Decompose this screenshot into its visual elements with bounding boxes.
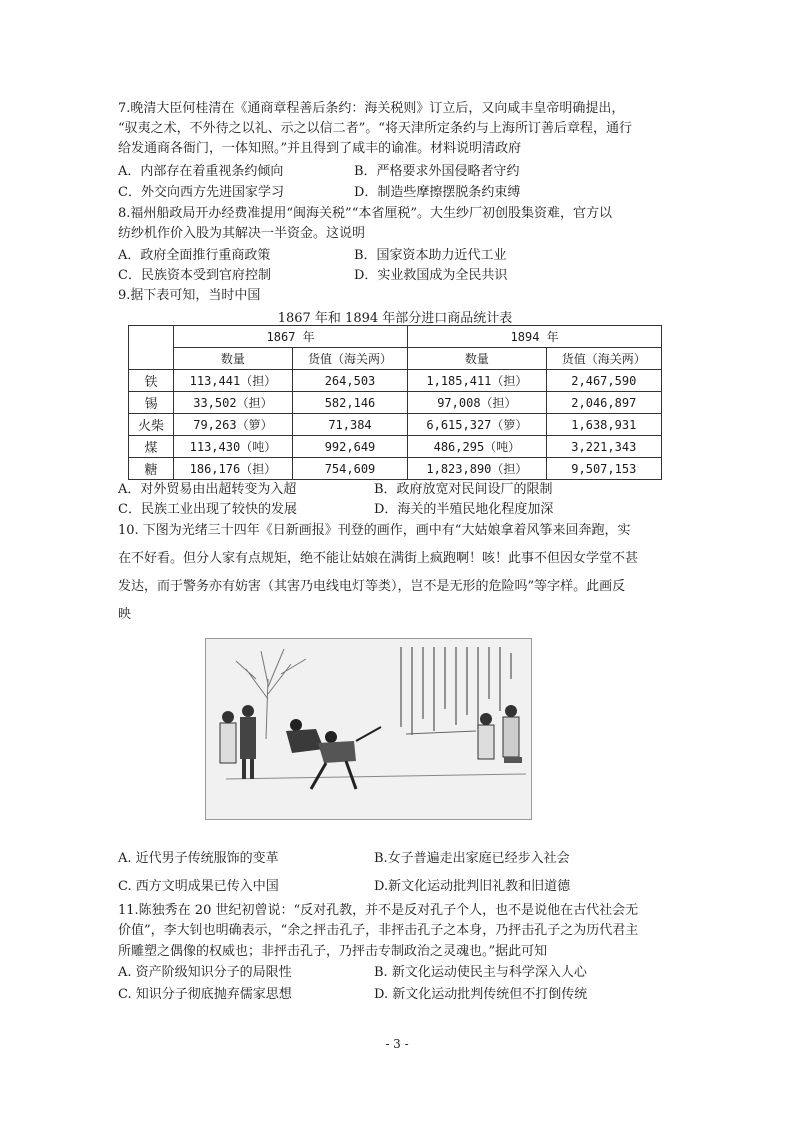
q8-option-d: D．实业救国成为全民共识 xyxy=(354,268,508,283)
q11-line-1: 11.陈独秀在 20 世纪初曾说：“反对孔教，并不是反对孔子个人，也不是说他在古代社会无 xyxy=(118,903,639,918)
q11-option-b: B. 新文化运动使民主与科学深入人心 xyxy=(374,965,587,980)
page-number: - 3 - xyxy=(385,1037,409,1051)
q10-option-a: A. 近代男子传统服饰的变革 xyxy=(118,851,279,866)
table-cell: 113,430（吨） xyxy=(174,436,293,458)
table-cell: 2,467,590 xyxy=(546,370,661,392)
table-cell: 97,008（担） xyxy=(408,392,546,414)
q10-line-2: 在不好看。但分人家有点规矩，绝不能让姑娘在满街上疯跑啊！咳！此事不但因女学堂不甚 xyxy=(118,551,639,566)
table-cell: 992,649 xyxy=(292,436,407,458)
table-cell: 6,615,327（箩） xyxy=(408,414,546,436)
q11-option-c: C. 知识分子彻底抛弃儒家思想 xyxy=(118,987,292,1002)
table-corner-cell xyxy=(129,326,174,370)
table-header-val-a: 货值（海关两） xyxy=(292,348,407,370)
q9-option-a: A．对外贸易由出超转变为入超 xyxy=(118,482,297,497)
q9-option-c: C．民族工业出现了较快的发展 xyxy=(118,502,297,517)
q7-option-c: C．外交向西方先进国家学习 xyxy=(118,185,284,200)
q8-option-b: B．国家资本助力近代工业 xyxy=(354,248,507,263)
q10-line-4: 映 xyxy=(118,607,132,622)
table-row-item: 糖 xyxy=(129,458,174,480)
table-header-years xyxy=(129,326,662,348)
q9-option-b: B．政府放宽对民间设厂的限制 xyxy=(374,482,553,497)
table-cell: 2,046,897 xyxy=(546,392,661,414)
table-row-item: 锡 xyxy=(129,392,174,414)
q10-option-b: B.女子普遍走出家庭已经步入社会 xyxy=(374,851,570,866)
table-cell: 186,176（担） xyxy=(174,458,293,480)
table-cell: 1,185,411（担） xyxy=(408,370,546,392)
table-row xyxy=(129,370,662,392)
q8-option-c: C．民族资本受到官府控制 xyxy=(118,268,271,283)
q9-table-title: 1867 年和 1894 年部分进口商品统计表 xyxy=(277,311,513,326)
q8-line-1: 8.福州船政局开办经费准提用“闽海关税”“本省厘税”。大生纱厂初创股集资难，官方以 xyxy=(118,206,612,221)
q8-option-a: A．政府全面推行重商政策 xyxy=(118,248,271,263)
table-cell: 113,441（担） xyxy=(174,370,293,392)
q7-option-b: B．严格要求外国侵略者守约 xyxy=(354,164,520,179)
table-header-qty-a: 数量 xyxy=(174,348,293,370)
table-row xyxy=(129,414,662,436)
q10-option-c: C. 西方文明成果已传入中国 xyxy=(118,879,279,894)
table-cell: 71,384 xyxy=(292,414,407,436)
table-cell: 1,823,890（担） xyxy=(408,458,546,480)
q10-option-d: D.新文化运动批判旧礼教和旧道德 xyxy=(374,879,571,894)
q11-line-3: 所雕塑之偶像的权威也；非抨击孔子，乃抨击专制政治之灵魂也。”据此可知 xyxy=(118,944,548,959)
table-cell: 9,507,153 xyxy=(546,458,661,480)
newspaper-illustration xyxy=(205,638,532,820)
q8-line-2: 纺纱机作价入股为其解决一半资金。这说明 xyxy=(118,226,366,241)
table-cell: 33,502（担） xyxy=(174,392,293,414)
q9-import-table xyxy=(128,325,662,480)
q10-line-3: 发达，而于警务亦有妨害（其害乃电线电灯等类），岂不是无形的危险吗”等字样。此画反 xyxy=(118,579,626,594)
table-row xyxy=(129,458,662,480)
table-header-year-b: 1894 年 xyxy=(408,326,662,348)
q7-option-d: D．制造些摩擦摆脱条约束缚 xyxy=(354,185,521,200)
table-cell: 486,295（吨） xyxy=(408,436,546,458)
table-row xyxy=(129,436,662,458)
table-header-val-b: 货值（海关两） xyxy=(546,348,661,370)
illustration-drawing xyxy=(206,639,531,819)
q7-line-1: 7.晚清大臣何桂清在《通商章程善后条约：海关税则》订立后，又向咸丰皇帝明确提出， xyxy=(118,101,625,116)
table-row xyxy=(129,392,662,414)
q10-line-1: 10. 下图为光绪三十四年《日新画报》刊登的画作，画中有“大姑娘拿着风筝来回奔跑，实 xyxy=(118,523,631,538)
q11-line-2: 价值”，李大钊也明确表示，“余之抨击孔子，非抨击孔子之本身，乃抨击孔子之为历代君主 xyxy=(118,923,639,938)
table-cell: 3,221,343 xyxy=(546,436,661,458)
q7-line-2: “驭夷之术，不外待之以礼、示之以信二者”。“将天津所定条约与上海所订善后章程，通行 xyxy=(118,121,632,136)
table-cell: 582,146 xyxy=(292,392,407,414)
q11-option-d: D. 新文化运动批判传统但不打倒传统 xyxy=(374,987,588,1002)
table-cell: 754,609 xyxy=(292,458,407,480)
q7-line-3: 给发通商各衙门，一体知照。”并且得到了咸丰的谕准。材料说明清政府 xyxy=(118,141,522,156)
table-cell: 264,503 xyxy=(292,370,407,392)
table-header-qty-b: 数量 xyxy=(408,348,546,370)
table-row-item: 火柴 xyxy=(129,414,174,436)
table-cell: 1,638,931 xyxy=(546,414,661,436)
q11-option-a: A. 资产阶级知识分子的局限性 xyxy=(118,965,292,980)
table-row-item: 铁 xyxy=(129,370,174,392)
table-row-item: 煤 xyxy=(129,436,174,458)
q9-option-d: D．海关的半殖民地化程度加深 xyxy=(374,502,554,517)
table-header-columns xyxy=(129,348,662,370)
q9-stem: 9.据下表可知，当时中国 xyxy=(118,288,261,303)
table-header-year-a: 1867 年 xyxy=(174,326,408,348)
q7-option-a: A．内部存在着重视条约倾向 xyxy=(118,164,284,179)
table-cell: 79,263（箩） xyxy=(174,414,293,436)
